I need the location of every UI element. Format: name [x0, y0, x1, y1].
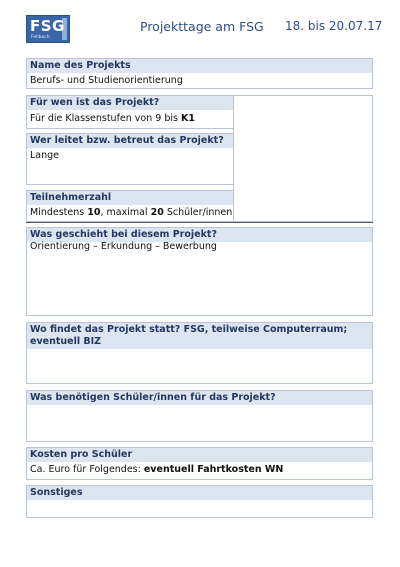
misc-label: Sonstiges [27, 486, 372, 500]
needs-label: Was benötigen Schüler/innen für das Projekt? [27, 391, 372, 405]
cost-value-text: Ca. Euro für Folgendes: [30, 464, 144, 475]
lead-value: Lange [30, 150, 60, 161]
target-value-bold: K1 [180, 113, 195, 124]
participants-min: 10 [87, 207, 101, 218]
participants-text-3: Schüler/innen [163, 207, 233, 218]
target-label: Für wen ist das Projekt? [27, 96, 233, 110]
participants-label: Teilnehmerzahl [27, 191, 233, 205]
what-value: Orientierung – Erkundung – Bewerbung [30, 241, 217, 252]
participants-max: 20 [150, 207, 164, 218]
lead-label: Wer leitet bzw. betreut das Projekt? [27, 134, 233, 148]
cost-label: Kosten pro Schüler [27, 448, 372, 462]
participants-value [30, 207, 232, 219]
logo-text: FSG [30, 17, 65, 35]
divider-line [26, 222, 373, 223]
notes-box-right [233, 95, 373, 222]
where-label-line-2: eventuell BIZ [30, 336, 102, 347]
target-value [30, 113, 195, 125]
target-value-text: Für die Klassenstufen von 9 bis [30, 113, 181, 124]
where-label [27, 323, 372, 349]
page-dates: 18. bis 20.07.17 [285, 19, 383, 33]
project-name-value: Berufs- und Studienorientierung [30, 75, 183, 86]
participants-text-1: Mindestens [30, 207, 88, 218]
cost-value-bold: eventuell Fahrtkosten WN [143, 464, 284, 475]
project-name-label: Name des Projekts [27, 59, 372, 73]
what-label: Was geschieht bei diesem Projekt? [27, 228, 372, 242]
fsg-logo [26, 15, 70, 43]
where-label-line-1: Wo findet das Projekt statt? FSG, teilweise Computerraum; [30, 324, 348, 335]
page-title: Projekttage am FSG [140, 19, 264, 34]
logo-subtext: Fellbach [31, 35, 50, 40]
cost-value [30, 464, 283, 476]
participants-text-2: , maximal [100, 207, 151, 218]
